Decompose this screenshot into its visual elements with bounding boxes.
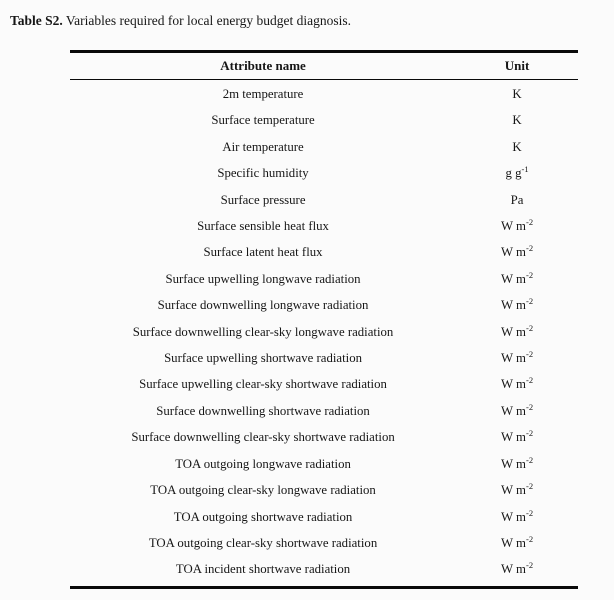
- attribute-cell: Surface upwelling longwave radiation: [165, 271, 361, 286]
- table-row: [70, 556, 578, 587]
- unit-cell: W $m^{-2}$: [500, 507, 534, 524]
- table-body: [70, 80, 578, 588]
- table-row: [70, 239, 578, 265]
- unit-cell: W $m^{-2}$: [500, 454, 534, 471]
- unit-cell: W $m^{-2}$: [500, 375, 534, 392]
- unit-exponent: -2: [526, 322, 534, 333]
- unit-cell: W $m^{-2}$: [500, 401, 534, 418]
- header-row: [70, 52, 578, 80]
- unit-cell: W $m^{-2}$: [500, 349, 534, 366]
- unit-cell: W $m^{-2}$: [500, 322, 534, 339]
- column-header-attribute-name: Attribute name: [70, 52, 456, 80]
- unit-cell: K: [512, 113, 522, 128]
- attribute-cell: TOA outgoing clear-sky shortwave radiation: [148, 535, 378, 550]
- unit-exponent: -2: [526, 454, 534, 465]
- unit-exponent: -2: [526, 481, 534, 492]
- attribute-cell: Surface upwelling shortwave radiation: [164, 351, 362, 366]
- unit-exponent: -2: [526, 507, 534, 518]
- table-caption-text: Variables required for local energy budget diagnosis.: [62, 13, 351, 28]
- attribute-cell: Air temperature: [222, 139, 304, 154]
- unit-exponent: -2: [526, 217, 534, 228]
- attribute-cell: 2m temperature: [222, 87, 304, 101]
- unit-exponent: -2: [526, 349, 534, 360]
- attribute-cell: TOA incident shortwave radiation: [175, 562, 351, 577]
- table-row: [70, 134, 578, 160]
- unit-cell: Pa: [510, 192, 524, 207]
- table-caption-label: Table S2.: [10, 13, 63, 28]
- table-row: [70, 345, 578, 371]
- table-row: [70, 213, 578, 239]
- table-row: [70, 530, 578, 556]
- attribute-cell: Surface latent heat flux: [203, 245, 323, 260]
- attribute-cell: Surface downwelling clear-sky shortwave radiation: [131, 430, 395, 445]
- unit-exponent: -2: [526, 533, 534, 544]
- table-row: [70, 371, 578, 397]
- table-row: [70, 266, 578, 292]
- unit-cell: W $m^{-2}$: [500, 560, 534, 577]
- attribute-cell: Surface sensible heat flux: [197, 219, 329, 234]
- unit-exponent: -2: [526, 401, 534, 412]
- attribute-cell: Surface downwelling clear-sky longwave radiation: [132, 324, 394, 339]
- unit-cell: g $g^{-1}$: [505, 164, 529, 181]
- unit-cell: K: [512, 87, 522, 101]
- table-row: [70, 504, 578, 530]
- table-row: [70, 292, 578, 318]
- unit-exponent: -2: [526, 269, 534, 280]
- table-row: [70, 187, 578, 213]
- table-row: [70, 477, 578, 503]
- unit-cell: W $m^{-2}$: [500, 481, 534, 498]
- table-row: [70, 80, 578, 108]
- unit-cell: W $m^{-2}$: [500, 428, 534, 445]
- unit-exponent: -2: [526, 296, 534, 307]
- unit-exponent: -1: [521, 164, 529, 175]
- table-row: [70, 160, 578, 186]
- attribute-cell: Surface temperature: [211, 113, 315, 128]
- unit-cell: W $m^{-2}$: [500, 296, 534, 313]
- attribute-cell: Surface downwelling longwave radiation: [157, 298, 369, 313]
- table-header: [70, 52, 578, 80]
- unit-cell: W $m^{-2}$: [500, 533, 534, 550]
- unit-cell: W $m^{-2}$: [500, 269, 534, 286]
- column-header-unit: Unit: [456, 52, 578, 80]
- attribute-cell: Specific humidity: [217, 166, 309, 181]
- unit-exponent: -2: [526, 375, 534, 386]
- attribute-cell: TOA outgoing longwave radiation: [175, 456, 351, 471]
- table-row: [70, 398, 578, 424]
- attribute-cell: Surface downwelling shortwave radiation: [156, 403, 370, 418]
- unit-exponent: -2: [526, 428, 534, 439]
- attribute-cell: TOA outgoing shortwave radiation: [173, 509, 353, 524]
- unit-cell: W $m^{-2}$: [500, 243, 534, 260]
- attribute-cell: TOA outgoing clear-sky longwave radiation: [150, 483, 376, 498]
- unit-exponent: -2: [526, 243, 534, 254]
- table-row: [70, 424, 578, 450]
- variables-table: [70, 50, 578, 589]
- table-row: [70, 319, 578, 345]
- unit-exponent: -2: [526, 560, 534, 571]
- unit-cell: K: [512, 139, 522, 154]
- attribute-cell: Surface pressure: [220, 192, 306, 207]
- table-row: [70, 451, 578, 477]
- unit-cell: W $m^{-2}$: [500, 217, 534, 234]
- attribute-cell: Surface upwelling clear-sky shortwave radiation: [139, 377, 387, 392]
- table-row: [70, 107, 578, 133]
- table-caption: [10, 13, 351, 29]
